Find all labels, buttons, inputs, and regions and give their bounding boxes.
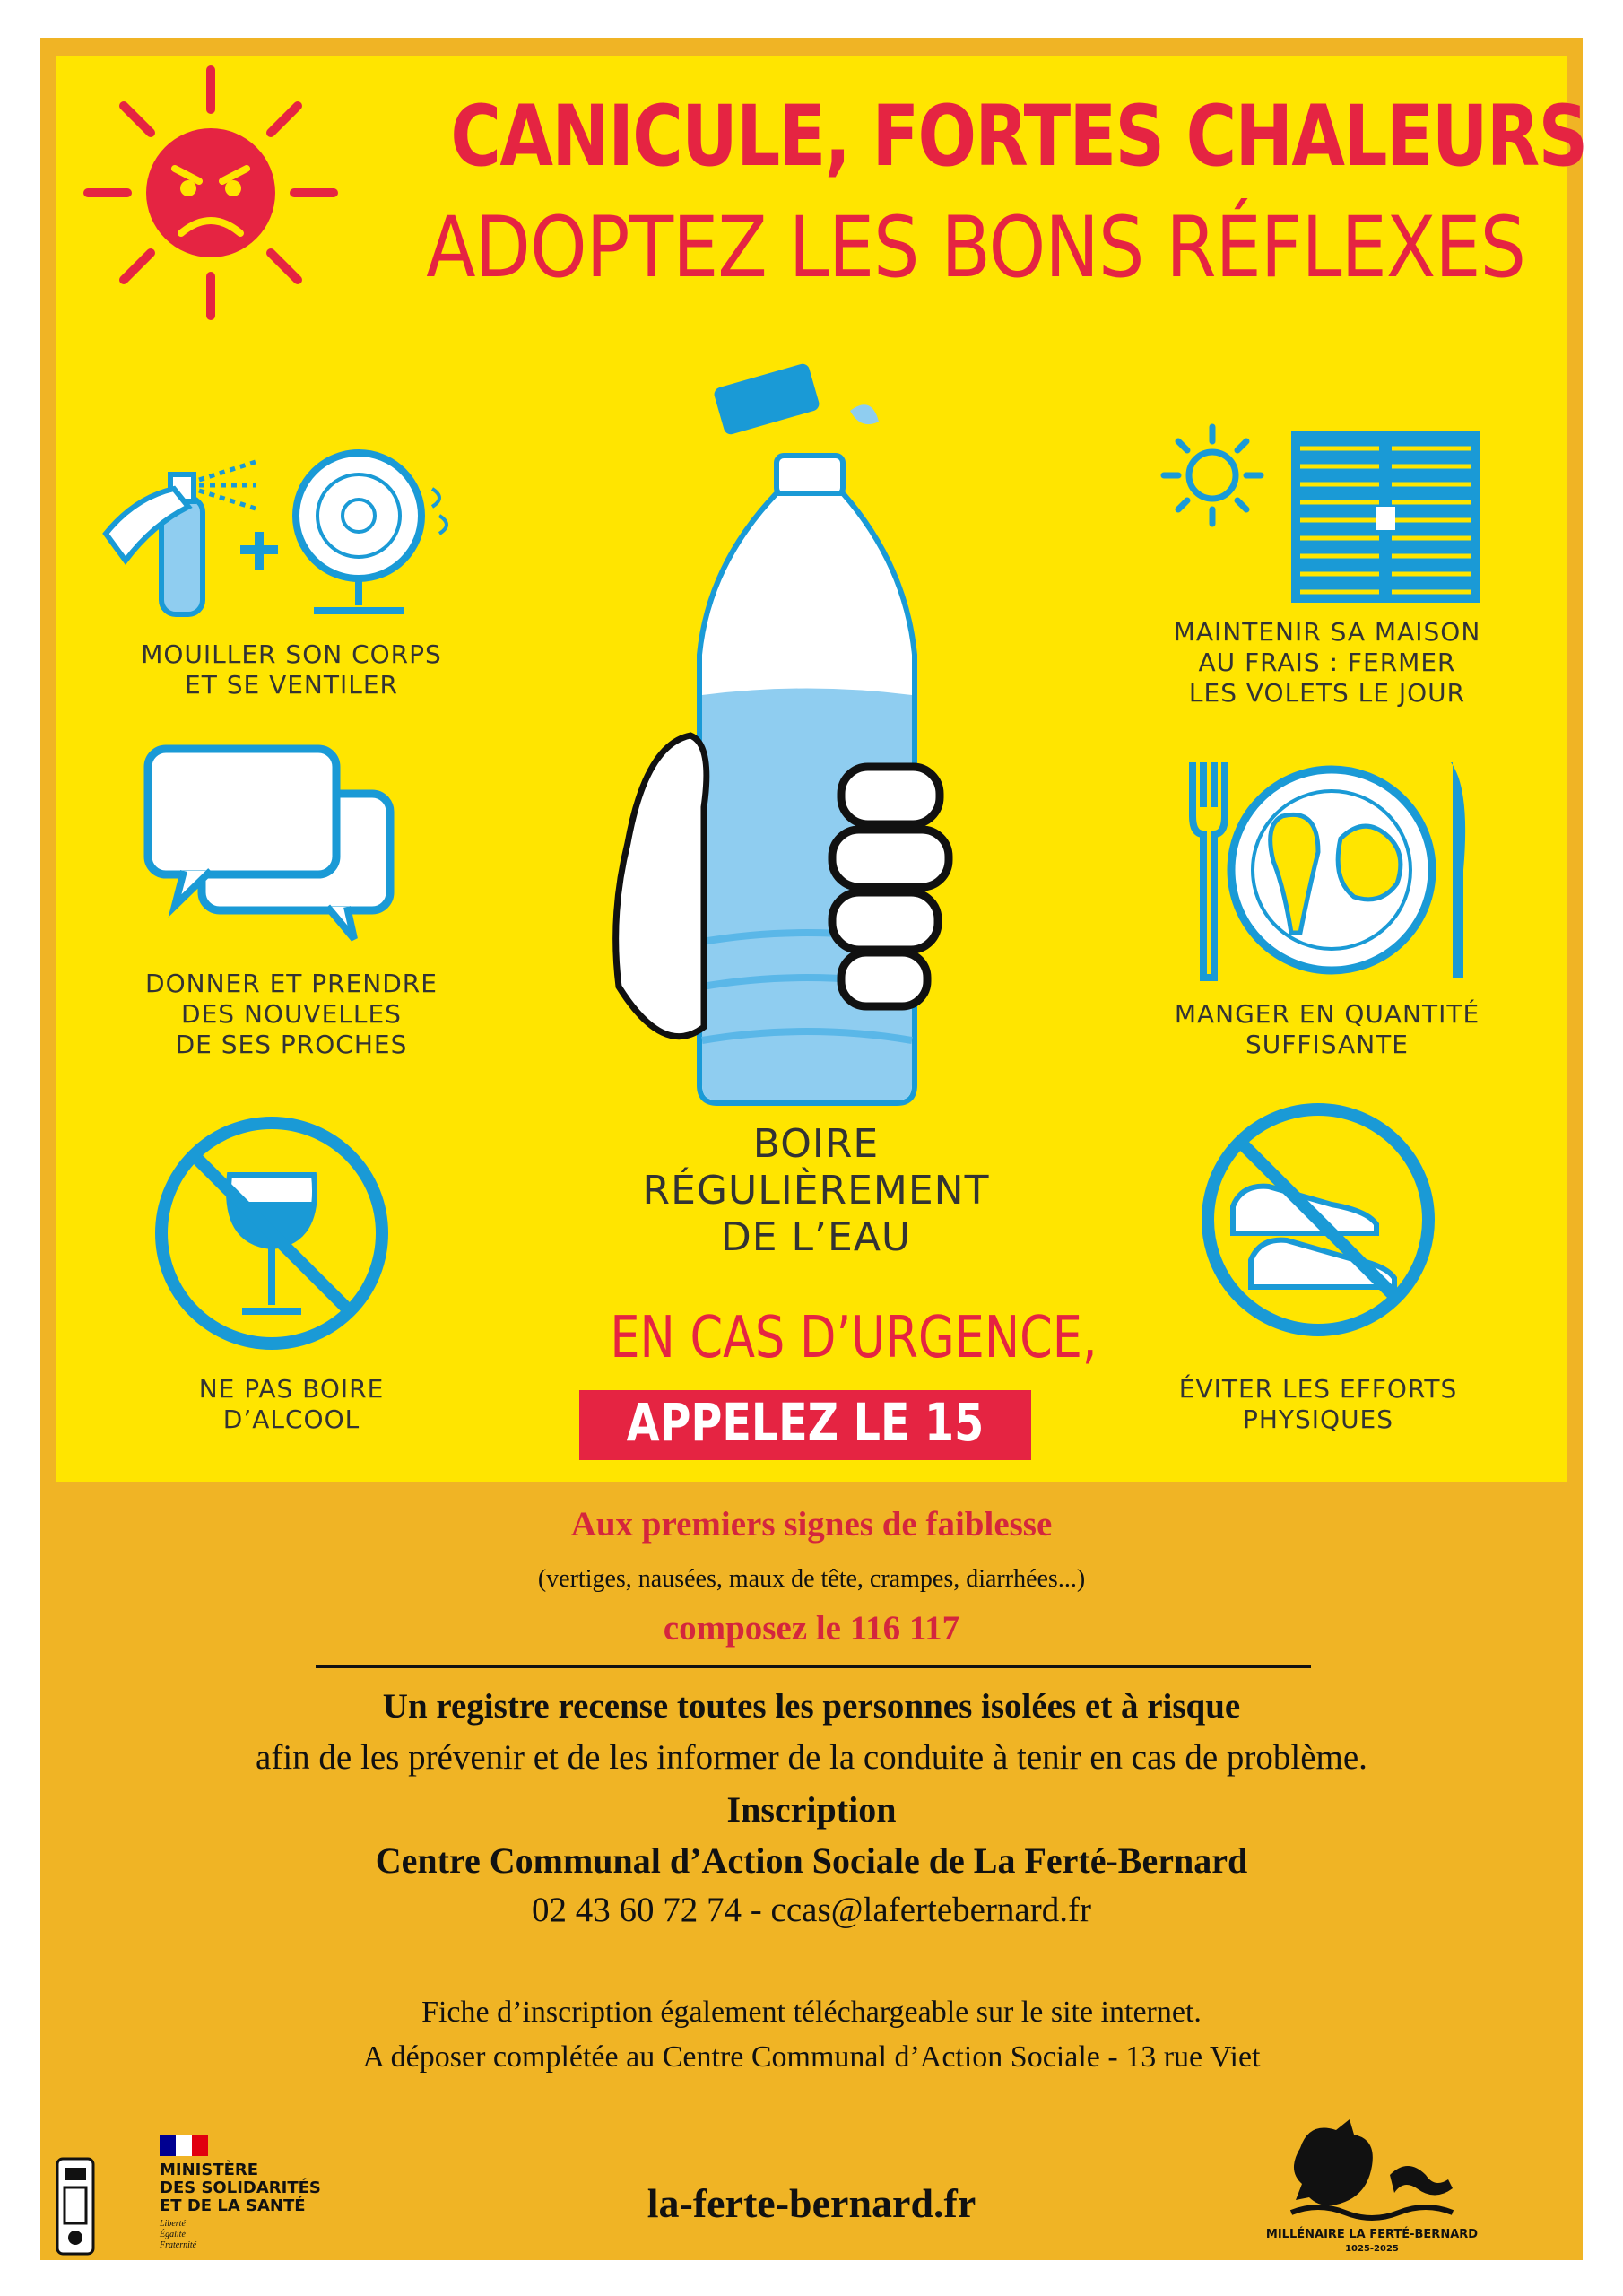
millenaire-text: MILLÉNAIRE LA FERTÉ-BERNARD bbox=[1265, 2228, 1479, 2241]
no-alcohol-icon bbox=[151, 1112, 393, 1354]
site-link[interactable]: la-ferte-bernard.fr bbox=[647, 2180, 976, 2226]
tip-alcool: NE PAS BOIRE D’ALCOOL bbox=[198, 1374, 385, 1434]
speech-bubbles-icon bbox=[139, 740, 408, 946]
tip-ventiler: MOUILLER SON CORPS ET SE VENTILER bbox=[141, 639, 442, 700]
ministere-name: MINISTÈRE DES SOLIDARITÉS ET DE LA SANTÉ bbox=[160, 2161, 321, 2215]
poster-title: CANICULE, FORTES CHALEURS bbox=[450, 88, 1587, 186]
angry-sun-icon bbox=[81, 63, 341, 323]
contact-text: 02 43 60 72 74 - ccas@lafertebernard.fr bbox=[532, 1891, 1091, 1929]
spray-fan-icon bbox=[99, 444, 475, 623]
registre-text: Un registre recense toutes les personnes isolées et à risque bbox=[382, 1687, 1241, 1726]
faiblesse-heading: Aux premiers signes de faiblesse bbox=[570, 1505, 1053, 1544]
sun-shutters-icon bbox=[1157, 422, 1497, 610]
poster-subtitle: ADOPTEZ LES BONS RÉFLEXES bbox=[426, 199, 1526, 297]
tip-proches: DONNER ET PRENDRE DES NOUVELLES DE SES PROCHES bbox=[145, 969, 438, 1059]
ccas-name: Centre Communal d’Action Sociale de La Ferté-Bernard bbox=[375, 1840, 1248, 1881]
symptomes-text: (vertiges, nausées, maux de tête, crampes, diarrhées...) bbox=[537, 1565, 1086, 1593]
plate-cutlery-icon bbox=[1184, 753, 1480, 987]
millenaire-dates: 1025-2025 bbox=[1345, 2244, 1399, 2254]
numero-text: composez le 116 117 bbox=[663, 1609, 960, 1648]
no-sport-shoes-icon bbox=[1197, 1099, 1439, 1341]
divider bbox=[316, 1665, 1311, 1668]
tip-efforts: ÉVITER LES EFFORTS PHYSIQUES bbox=[1178, 1374, 1458, 1434]
deposer-text: A déposer complétée au Centre Communal d’Action Sociale - 13 rue Viet bbox=[362, 2040, 1261, 2074]
inscription-title: Inscription bbox=[726, 1789, 897, 1830]
marianne-flag-icon bbox=[160, 2135, 208, 2156]
tip-boire: BOIRE RÉGULIÈREMENT DE L’EAU bbox=[642, 1121, 990, 1260]
tip-volets: MAINTENIR SA MAISON AU FRAIS : FERMER LES VOLETS LE JOUR bbox=[1173, 617, 1481, 708]
appel-text: APPELEZ LE 15 bbox=[626, 1392, 985, 1453]
dragon-logo-icon bbox=[1282, 2112, 1462, 2229]
ministere-devise: Liberté Égalité Fraternité bbox=[160, 2219, 197, 2250]
registre-suite-text: afin de les prévenir et de les informer de la conduite à tenir en cas de problème. bbox=[256, 1738, 1367, 1777]
urgence-text: EN CAS D’URGENCE, bbox=[610, 1305, 1098, 1371]
tip-manger: MANGER EN QUANTITÉ SUFFISANTE bbox=[1174, 999, 1480, 1059]
fiche-text: Fiche d’inscription également téléchargeable sur le site internet. bbox=[421, 1996, 1202, 2029]
water-bottle-icon bbox=[592, 359, 968, 1112]
